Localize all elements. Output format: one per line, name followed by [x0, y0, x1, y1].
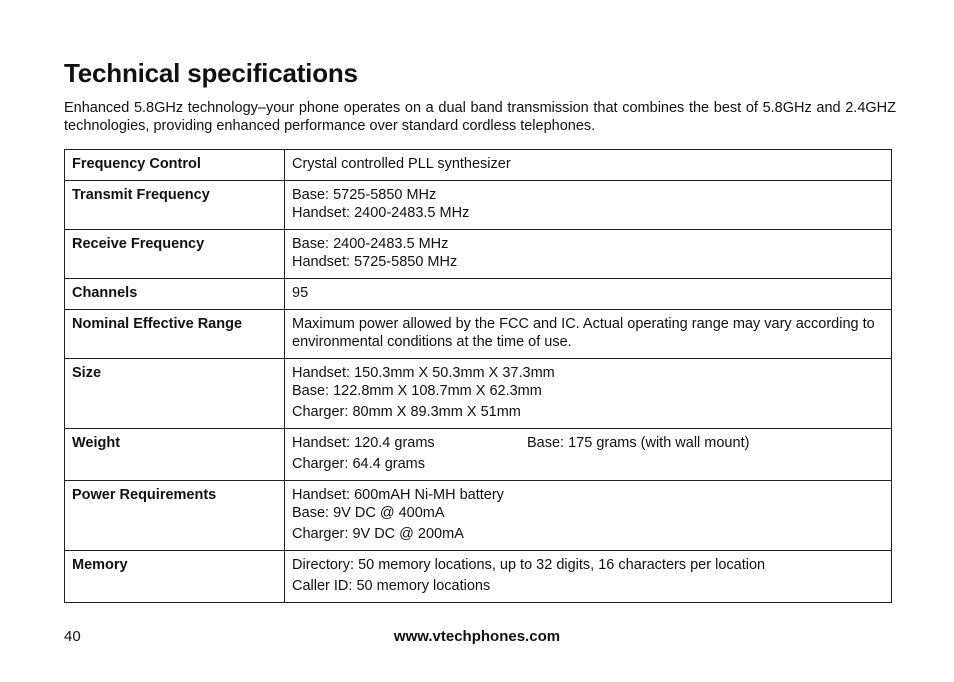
page-title: Technical specifications: [64, 58, 358, 88]
spec-label: Size: [65, 359, 285, 429]
spec-line: Base: 175 grams (with wall mount): [527, 435, 750, 451]
weight-line: [292, 434, 884, 452]
spec-value: [285, 181, 892, 230]
spec-line: Handset: 2400-2483.5 MHz: [292, 205, 470, 221]
spec-value: [285, 551, 892, 603]
spec-line: Base: 2400-2483.5 MHz: [292, 236, 449, 252]
table-row: [65, 230, 892, 279]
spec-line: Handset: 150.3mm X 50.3mm X 37.3mm: [292, 365, 555, 381]
spec-label: Nominal Effective Range: [65, 310, 285, 359]
spec-value: Maximum power allowed by the FCC and IC. Actual operating range may vary according to environmental conditions at the time of use.: [285, 310, 892, 359]
spec-value: 95: [285, 279, 892, 310]
spec-label: Power Requirements: [65, 481, 285, 551]
spec-line: Base: 5725-5850 MHz: [292, 187, 437, 203]
table-row: [65, 551, 892, 603]
spec-label: Channels: [65, 279, 285, 310]
spec-label: Transmit Frequency: [65, 181, 285, 230]
table-row: [65, 481, 892, 551]
spec-line: Handset: 120.4 grams: [292, 435, 435, 451]
table-row: [65, 429, 892, 481]
spec-line: Handset: 600mAH Ni-MH battery: [292, 487, 504, 503]
spec-value: [285, 359, 892, 429]
specifications-table: [64, 149, 892, 603]
spec-value: [285, 429, 892, 481]
spec-label: Frequency Control: [65, 150, 285, 181]
intro-paragraph: Enhanced 5.8GHz technology–your phone operates on a dual band transmission that combines the best of 5.8GHz and 2.4GHZ technologies, providing enhanced performance over standard cordless telephones.: [64, 100, 896, 134]
table-row: [65, 181, 892, 230]
table-row: [65, 150, 892, 181]
footer-url: www.vtechphones.com: [393, 628, 561, 645]
spec-line: Caller ID: 50 memory locations: [292, 578, 491, 594]
spec-value: [285, 230, 892, 279]
spec-line: Base: 9V DC @ 400mA: [292, 505, 445, 521]
spec-label: Weight: [65, 429, 285, 481]
spec-line: Directory: 50 memory locations, up to 32 digits, 16 characters per location: [292, 557, 766, 573]
page-number: 40: [64, 628, 81, 645]
spec-line: Base: 122.8mm X 108.7mm X 62.3mm: [292, 383, 542, 399]
spec-value: [285, 481, 892, 551]
table-row: [65, 279, 892, 310]
table-row: [65, 310, 892, 359]
spec-line: Charger: 9V DC @ 200mA: [292, 526, 464, 542]
spec-line: Charger: 64.4 grams: [292, 456, 425, 472]
table-row: [65, 359, 892, 429]
spec-value: Crystal controlled PLL synthesizer: [285, 150, 892, 181]
spec-line: Charger: 80mm X 89.3mm X 51mm: [292, 404, 521, 420]
spec-line: Handset: 5725-5850 MHz: [292, 254, 458, 270]
spec-label: Memory: [65, 551, 285, 603]
spec-label: Receive Frequency: [65, 230, 285, 279]
